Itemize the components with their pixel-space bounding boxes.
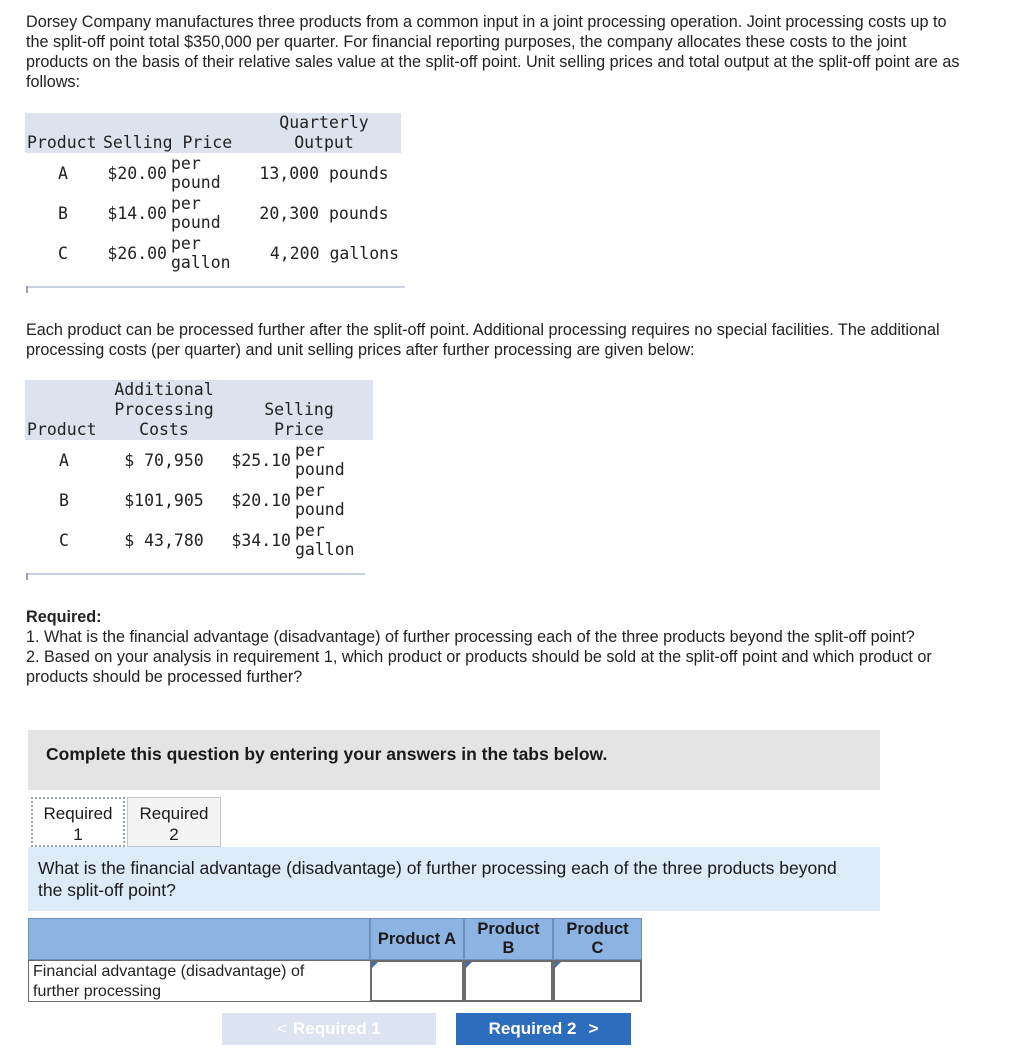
product-cell: B bbox=[59, 490, 69, 510]
price-cell: $25.10 bbox=[231, 450, 291, 470]
col-header-additional-costs: Additional Processing Costs bbox=[103, 380, 225, 440]
unit-cell: per pound bbox=[171, 154, 221, 192]
tab-label: 2 bbox=[169, 825, 179, 844]
split-off-table bbox=[25, 113, 401, 273]
answer-header-product-b: Product B bbox=[464, 918, 553, 960]
output-cell: 20,300 pounds bbox=[259, 203, 389, 223]
instructions-banner bbox=[28, 730, 880, 790]
intro-paragraph: Dorsey Company manufactures three products from a common input in a joint processing operation. Joint processing costs up to the split-off point total $350,000 per quarter. For financial reporting purposes, the company allocates these costs to the joint products on the basis of their relative sales value at the split-off point. Unit selling prices and total output at the split-off point are as follows: bbox=[26, 13, 960, 91]
table-divider bbox=[26, 573, 365, 575]
prev-button-label: Required 1 bbox=[293, 1019, 381, 1038]
answer-cell-product-c[interactable] bbox=[553, 960, 642, 1002]
table-row bbox=[25, 153, 401, 193]
tab-label: Required bbox=[139, 804, 209, 823]
price-cell: $14.00 bbox=[107, 203, 167, 223]
question-text: What is the financial advantage (disadvantage) of further processing each of the three products beyond the split-off point? bbox=[38, 858, 837, 900]
cost-cell: $ 70,950 bbox=[124, 450, 204, 470]
product-c-input[interactable] bbox=[555, 962, 640, 1000]
cost-cell: $101,905 bbox=[124, 490, 204, 510]
product-cell: C bbox=[58, 243, 68, 263]
output-cell: 4,200 gallons bbox=[269, 243, 399, 263]
unit-cell: per pound bbox=[295, 481, 345, 519]
product-b-input[interactable] bbox=[466, 962, 551, 1000]
chevron-left-icon: < bbox=[277, 1019, 288, 1038]
next-required-2-button[interactable] bbox=[456, 1013, 631, 1045]
price-cell: $20.00 bbox=[107, 163, 167, 183]
product-cell: A bbox=[58, 163, 68, 183]
table-row bbox=[25, 233, 401, 273]
col-header-selling-price: Selling Price bbox=[101, 113, 247, 153]
table-row bbox=[25, 440, 373, 480]
answer-cell-product-b[interactable] bbox=[464, 960, 553, 1002]
table-row bbox=[25, 520, 373, 560]
col-header-product: Product bbox=[25, 380, 103, 440]
output-cell: 13,000 pounds bbox=[259, 163, 389, 183]
col-header-quarterly-output bbox=[247, 113, 401, 153]
answer-row-label-cell bbox=[28, 960, 370, 1002]
required-item-1: 1. What is the financial advantage (disadvantage) of further processing each of the three products beyond the split-off point? bbox=[26, 628, 915, 646]
unit-cell: per pound bbox=[171, 194, 221, 232]
product-a-input[interactable] bbox=[372, 962, 462, 1000]
input-marker-icon bbox=[372, 962, 378, 968]
cost-cell: $ 43,780 bbox=[124, 530, 204, 550]
further-processing-paragraph: Each product can be processed further after the split-off point. Additional processing requires no special facilities. The additional processing costs (per quarter) and unit selling prices after further processing are given below: bbox=[26, 321, 940, 359]
product-cell: A bbox=[59, 450, 69, 470]
unit-cell: per gallon bbox=[295, 521, 355, 559]
prev-required-1-button[interactable] bbox=[222, 1013, 436, 1045]
table-divider bbox=[26, 286, 405, 288]
tab-required-2[interactable] bbox=[127, 797, 221, 847]
tab-label: Required bbox=[43, 804, 113, 823]
required-item-2: 2. Based on your analysis in requirement 1, which product or products should be sold at the split-off point and which product or products should be processed further? bbox=[26, 648, 932, 686]
unit-cell: per pound bbox=[295, 441, 345, 479]
input-marker-icon bbox=[555, 962, 561, 968]
header-line: Output bbox=[294, 133, 354, 152]
required-heading: Required: bbox=[26, 608, 102, 626]
tab-label: 1 bbox=[73, 825, 83, 844]
col-header-product: Product bbox=[25, 113, 101, 153]
answer-header-product-c: Product C bbox=[553, 918, 642, 960]
answer-header-blank bbox=[28, 918, 370, 960]
answer-header-product-a: Product A bbox=[370, 918, 464, 960]
answer-row-label: Financial advantage (disadvantage) of further processing bbox=[33, 963, 305, 1000]
tab-required-1[interactable] bbox=[31, 797, 125, 847]
price-cell: $34.10 bbox=[231, 530, 291, 550]
further-processing-table bbox=[25, 380, 373, 560]
input-marker-icon bbox=[466, 962, 472, 968]
question-panel bbox=[28, 847, 880, 911]
chevron-right-icon: > bbox=[588, 1019, 599, 1038]
banner-text: Complete this question by entering your answers in the tabs below. bbox=[46, 744, 608, 764]
table-row bbox=[25, 193, 401, 233]
product-cell: B bbox=[58, 203, 68, 223]
required-section bbox=[26, 607, 971, 687]
header-line: Quarterly bbox=[279, 113, 369, 132]
table-row bbox=[25, 480, 373, 520]
col-header-selling-price: Selling Price bbox=[225, 380, 373, 440]
answer-cell-product-a[interactable] bbox=[370, 960, 464, 1002]
price-cell: $20.10 bbox=[231, 490, 291, 510]
price-cell: $26.00 bbox=[107, 243, 167, 263]
product-cell: C bbox=[59, 530, 69, 550]
next-button-label: Required 2 bbox=[488, 1019, 577, 1038]
unit-cell: per gallon bbox=[171, 234, 231, 272]
